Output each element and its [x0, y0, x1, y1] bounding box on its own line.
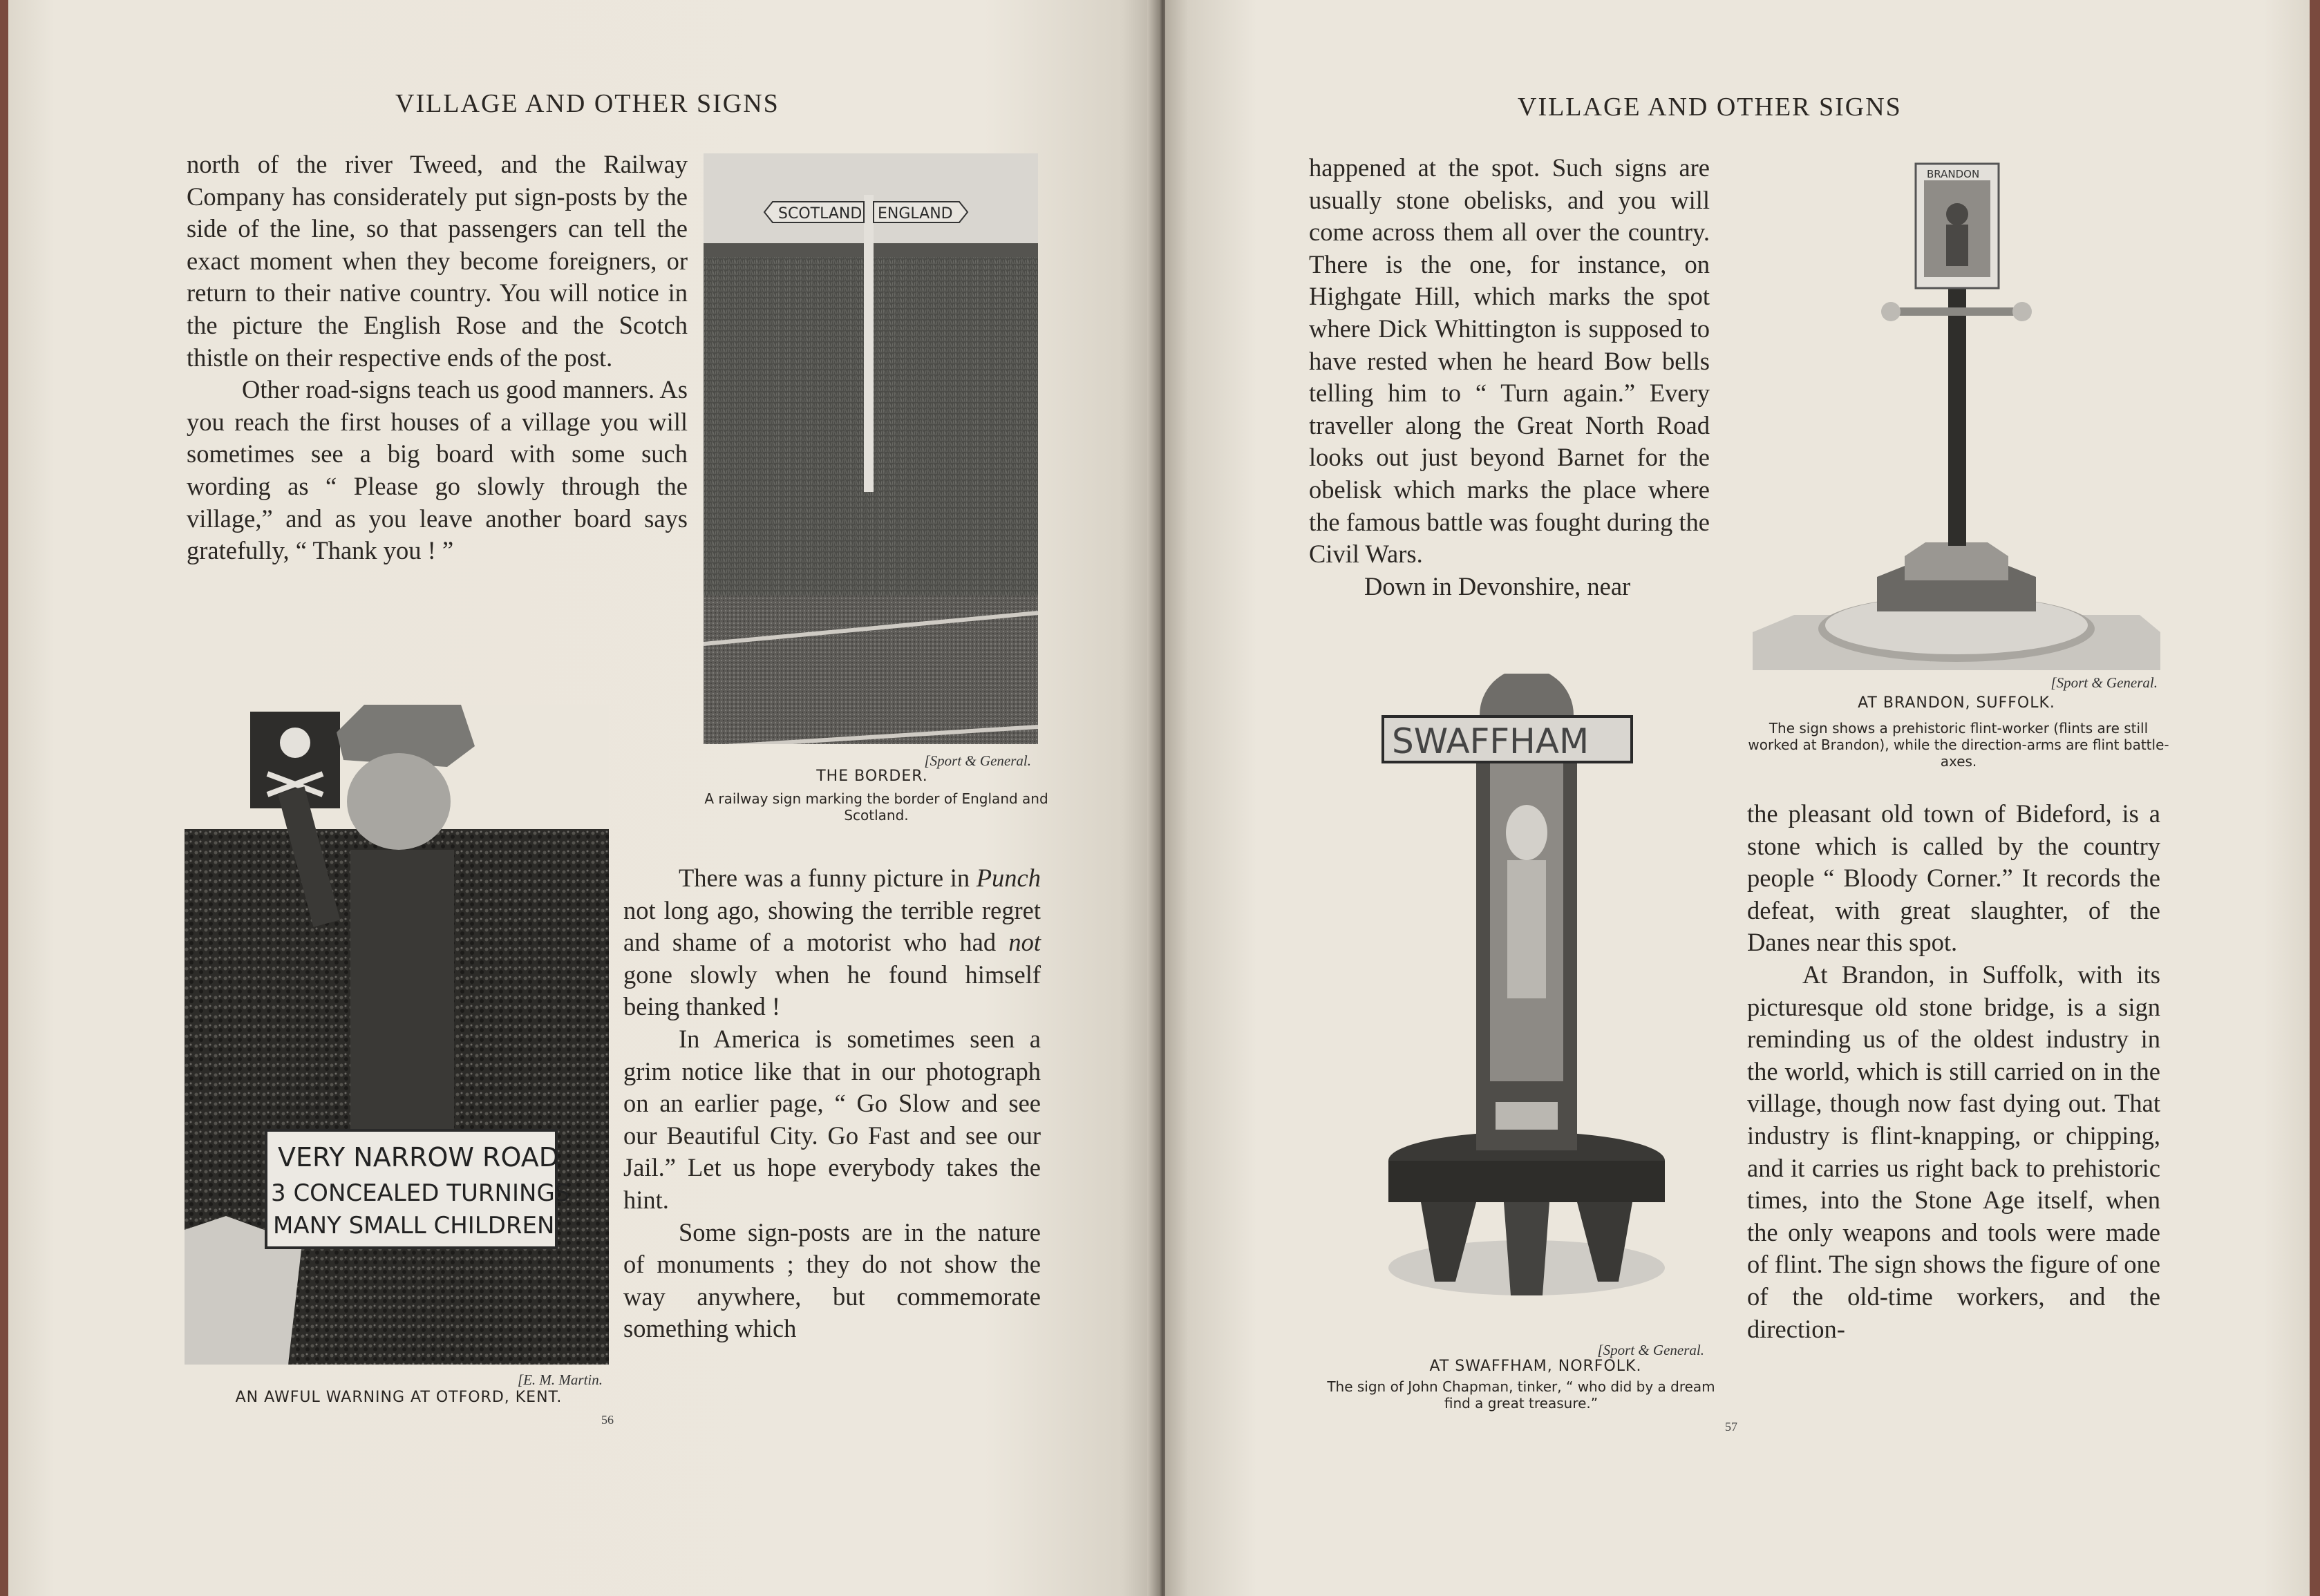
border-photo-credit: [Sport & General.: [924, 752, 1031, 769]
right-column-top: [1309, 152, 1710, 602]
border-photo: [704, 153, 1038, 744]
brandon-photo: [1753, 155, 2160, 670]
left-running-head: VILLAGE AND OTHER SIGNS: [395, 89, 780, 118]
left-page: [8, 0, 1157, 1596]
border-sign-right-text: ENGLAND: [878, 205, 953, 222]
warning-photo-image: [185, 705, 609, 1365]
left-paragraph-5: Some sign-posts are in the nature of monuments ; they do not show the way anywhere, but commemorate something which: [623, 1217, 1041, 1343]
warning-photo-credit: [E. M. Martin.: [517, 1371, 603, 1388]
left-column-top: [187, 149, 688, 567]
brandon-photo-caption: The sign shows a prehistoric flint-worker (flints are still worked at Brandon), while the direction-arms are flint battle-axes.: [1748, 720, 2169, 770]
brandon-photo-title: AT BRANDON, SUFFOLK.: [1858, 694, 2055, 712]
left-paragraph-2: Other road-signs teach us good manners. As you reach the first houses of a village you will sometimes see a big board with some such wording as “ Please go slowly through the village,” and as you leave another board says gratefully, “ Thank you ! ”: [187, 375, 688, 565]
right-page-number: 57: [1725, 1420, 1737, 1434]
warning-board-line-3: MANY SMALL CHILDREN: [273, 1212, 555, 1239]
brandon-photo-credit: [Sport & General.: [2050, 674, 2158, 691]
left-page-number: 56: [601, 1413, 614, 1427]
right-paragraph-3: At Brandon, in Suffolk, with its picturesque old stone bridge, is a sign reminding us of the oldest industry in the world, which is still carried on in the village, though now fast dying out. That industry is flint-knapping, or chipping, and it carries us right back to prehistoric times, into the Stone Age itself, when the only weapons and tools were made of flint. The sign shows the figure of one of the old-time workers, and the direction-: [1747, 960, 2160, 1343]
right-page: [1165, 0, 2310, 1596]
brandon-sign-text: BRANDON: [1927, 168, 1980, 180]
swaffham-photo: [1379, 674, 1674, 1306]
left-paragraph-1: north of the river Tweed, and the Railway Company has considerately put sign-posts by the side of the line, so that passengers can tell the exact moment when they become foreigners, or return to their native country. You will notice in the picture the English Rose and the Scotch thistle on their respective ends of the post.: [187, 150, 688, 372]
swaffham-sign-text: SWAFFHAM: [1392, 721, 1590, 761]
punch-text-c: gone slowly when he found himself being thanked !: [623, 960, 1041, 1021]
border-photo-caption: A railway sign marking the border of England and Scotland.: [704, 790, 1048, 824]
border-photo-title: THE BORDER.: [816, 768, 928, 785]
swaffham-photo-credit: [Sport & General.: [1597, 1342, 1704, 1358]
swaffham-photo-image: [1379, 674, 1674, 1306]
swaffham-photo-caption: The sign of John Chapman, tinker, “ who did by a dream find a great treasure.”: [1327, 1378, 1715, 1412]
warning-photo: [185, 705, 609, 1365]
border-sign-left-text: SCOTLAND: [778, 205, 862, 222]
right-paragraph-2-start: Down in Devonshire, near: [1364, 571, 1631, 600]
punch-italic: Punch: [976, 864, 1041, 892]
brandon-photo-image: [1753, 155, 2160, 670]
warning-photo-title: AN AWFUL WARNING AT OTFORD, KENT.: [235, 1389, 563, 1406]
warning-board-line-2: 3 CONCEALED TURNINGS: [271, 1179, 570, 1207]
border-photo-image: [704, 153, 1038, 744]
left-paragraph-4: In America is sometimes seen a grim notice like that in our photograph on an earlier page, “ Go Slow and see our Beautiful City. Go Fast and see our Jail.” Let us hope everybody takes the hint.: [623, 1024, 1041, 1214]
warning-board-line-1: VERY NARROW ROAD: [278, 1142, 559, 1172]
swaffham-photo-title: AT SWAFFHAM, NORFOLK.: [1429, 1358, 1642, 1375]
not-italic: not: [1008, 928, 1041, 957]
left-column-bottom: [623, 862, 1041, 1345]
punch-text-a: There was a funny picture in: [679, 864, 977, 892]
right-running-head: VILLAGE AND OTHER SIGNS: [1518, 93, 1902, 122]
right-column-bottom: [1747, 798, 2160, 1345]
left-paragraph-3: [623, 862, 1041, 1023]
right-paragraph-1: happened at the spot. Such signs are usually stone obelisks, and you will come across them all over the country. There is the one, for instance, on Highgate Hill, which marks the spot where Dick Whittington is supposed to have rested when he heard Bow bells telling him to “ Turn again.” Every traveller along the Great North Road looks out just beyond Barnet for the obelisk which marks the place where the famous battle was fought during the Civil Wars.: [1309, 153, 1710, 569]
punch-text-b: not long ago, showing the terrible regret and shame of a motorist who had: [623, 895, 1041, 957]
right-paragraph-2-rest: the pleasant old town of Bideford, is a stone which is called by the country people “ Bloody Corner.” It records the defeat, with great slaughter, of the Danes near this spot.: [1747, 799, 2160, 957]
